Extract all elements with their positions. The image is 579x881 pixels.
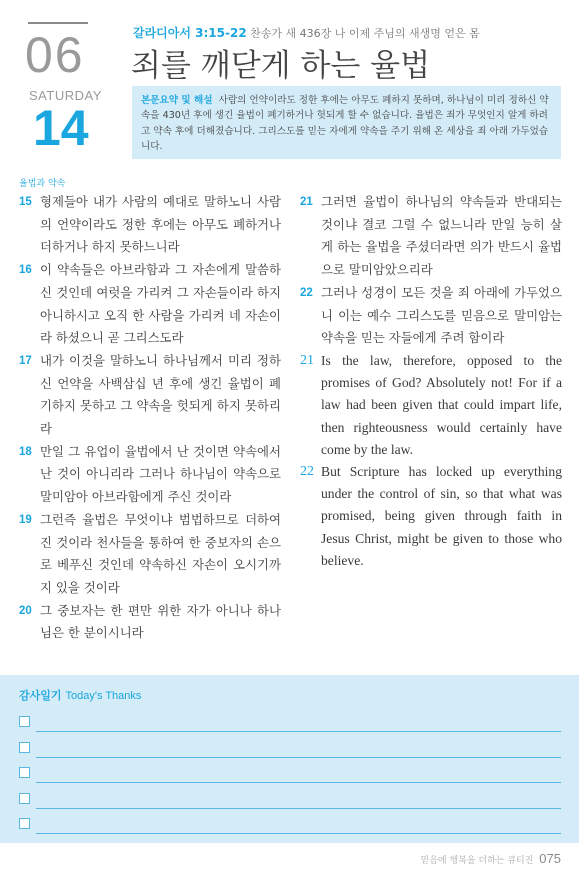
scripture-reference: 갈라디아서 3:15-22	[133, 26, 247, 40]
thanks-checkbox[interactable]	[19, 793, 30, 804]
verse-number: 15	[19, 196, 32, 208]
verse-text: 그 중보자는 한 편만 위한 자가 아니나 하나님은 한 분이시니라	[40, 602, 281, 641]
verse-number: 16	[19, 264, 32, 277]
thanks-entry-row[interactable]	[19, 738, 561, 758]
verse-text: 그러나 성경이 모든 것을 죄 아래에 가두었으니 이는 예수 그리스도를 믿음으로 말미암는 약속을 믿는 자들에게 주려 함이라	[321, 284, 562, 346]
header-rule	[28, 22, 88, 24]
date-weekday: SATURDAY	[29, 88, 102, 103]
thanks-entry-row[interactable]	[19, 712, 561, 732]
verse-number: 22	[300, 286, 313, 299]
verse-text: Is the law, therefore, opposed to the promises of God? Absolutely not! For if a law had been given that could impart life, then righteousness would certainly have come by the law.	[321, 352, 562, 457]
verse-22-english	[300, 461, 562, 572]
thanks-writing-line	[36, 757, 561, 758]
verse-20	[19, 600, 281, 645]
thanks-writing-line	[36, 808, 561, 809]
summary-text: 사람의 언약이라도 정한 후에는 아무도 폐하지 못하며, 하나님이 미리 정하신 약속을 430년 후에 생긴 율법이 폐기하거나 헛되게 할 수 없습니다. 율법은 죄가 무엇인지 알게 하려고 약속 후에 더해졌습니다. 그리스도를 믿는 자에게 약속을 주기 위해 온 세상을 죄 아래 가두었습니다.	[141, 95, 549, 153]
thanks-checkbox[interactable]	[19, 818, 30, 829]
verse-number: 20	[19, 604, 32, 617]
date-day: 14	[33, 100, 89, 156]
thanks-entry-row[interactable]	[19, 763, 561, 783]
thanks-checkbox[interactable]	[19, 767, 30, 778]
scripture-column-right	[300, 191, 562, 572]
verse-text: 그런즉 율법은 무엇이냐 범법하므로 더하여진 것이라 천사들을 통하여 한 중보자의 손으로 베푸신 것인데 약속하신 자손이 오시기까지 있을 것이라	[40, 511, 281, 595]
thanks-entry-row[interactable]	[19, 814, 561, 834]
verse-number: 21	[300, 196, 313, 208]
summary-label: 본문요약 및 해설	[141, 95, 213, 106]
verse-text: 그러면 율법이 하나님의 약속들과 반대되는 것이냐 결코 그럴 수 없느니라 만일 능히 살게 하는 율법을 주셨더라면 의가 반드시 율법으로 말미암았으리라	[321, 194, 562, 278]
verse-number: 17	[19, 354, 32, 367]
verse-22	[300, 282, 562, 350]
thanks-checkbox[interactable]	[19, 742, 30, 753]
verse-15	[19, 191, 281, 259]
verse-number: 21	[300, 352, 314, 368]
thanks-title	[19, 687, 141, 703]
thanks-writing-line	[36, 731, 561, 732]
verse-18	[19, 441, 281, 509]
verse-number: 18	[19, 445, 32, 458]
footer-text: 믿음에 행복을 더하는 큐티진	[420, 856, 534, 866]
page-footer	[421, 851, 562, 866]
thanks-journal	[0, 675, 579, 843]
thanks-writing-line	[36, 833, 561, 834]
page-number: 075	[539, 851, 561, 866]
thanks-title-ko: 감사일기	[19, 689, 62, 702]
verse-16	[19, 259, 281, 350]
verse-19	[19, 509, 281, 600]
verse-text: But Scripture has locked up everything under the control of sin, so that what was promised, being given through faith in Jesus Christ, might be given to those who believe.	[321, 463, 562, 568]
thanks-entry-row[interactable]	[19, 789, 561, 809]
scripture-reference-line	[133, 24, 480, 41]
verse-number: 19	[19, 513, 32, 526]
section-heading: 율법과 약속	[19, 179, 66, 189]
thanks-checkbox[interactable]	[19, 716, 30, 727]
verse-number: 22	[300, 463, 314, 479]
verse-21-english	[300, 350, 562, 461]
verse-text: 내가 이것을 말하노니 하나님께서 미리 정하신 언약을 사백삼십 년 후에 생긴 율법이 폐기하지 못하고 그 약속을 헛되게 하지 못하리라	[40, 352, 281, 437]
verse-text: 이 약속들은 아브라함과 그 자손에게 말씀하신 것인데 여럿을 가리켜 그 자손들이라 하지 아니하시고 오직 한 사람을 가리켜 네 자손이라 하셨으니 곧 그리스도라	[40, 262, 281, 346]
scripture-column-left	[19, 191, 281, 645]
page-title: 죄를 깨닫게 하는 율법	[131, 48, 431, 84]
verse-17	[19, 350, 281, 441]
verse-text: 형제들아 내가 사람의 예대로 말하노니 사람의 언약이라도 정한 후에는 아무도 폐하거나 더하거나 하지 못하느니라	[40, 194, 281, 255]
verse-text: 만일 그 유업이 율법에서 난 것이면 약속에서 난 것이 아니리라 그러나 하나님이 약속으로 말미암아 아브라함에게 주신 것이라	[40, 443, 281, 505]
thanks-writing-line	[36, 782, 561, 783]
hymn-reference: 찬송가 새 436장 나 이제 주님의 새생명 얻은 몸	[250, 27, 480, 40]
summary-box	[132, 86, 561, 159]
thanks-title-en: Today's Thanks	[65, 690, 142, 702]
date-month: 06	[25, 27, 85, 83]
verse-21	[300, 191, 562, 282]
